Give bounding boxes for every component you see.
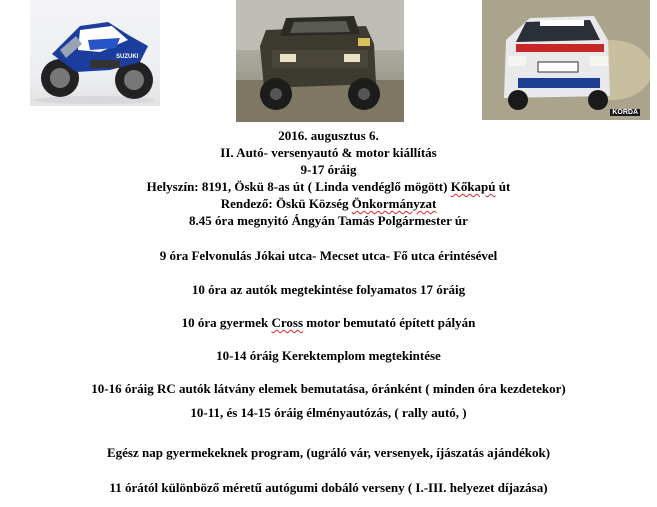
event-date: 2016. augusztus 6. xyxy=(278,128,379,143)
program-item: 9 óra Felvonulás Jókai utca- Mecset utca- Fő utca érintésével xyxy=(159,248,498,263)
organizer-name: Önkormányzat xyxy=(351,196,437,211)
organizer-prefix: Rendező: Öskü Község xyxy=(220,196,352,211)
location-prefix: Helyszín: 8191, Öskü 8-as út ( Linda vendéglő mögött) xyxy=(146,179,451,194)
event-location xyxy=(0,179,657,195)
motorcycle-image xyxy=(30,0,160,106)
sponsor-label: KORDA xyxy=(612,109,638,116)
event-title: II. Autó- versenyautó & motor kiállítás xyxy=(220,145,437,160)
rally-car-image xyxy=(482,0,650,120)
program-item: 10-16 óráig RC autók látvány elemek bemutatása, óránként ( minden óra kezdetekor) xyxy=(91,381,566,396)
cross-word: Cross xyxy=(271,315,304,330)
svg-text:SUZUKI: SUZUKI xyxy=(116,54,139,60)
offroad-jeep-photo xyxy=(236,0,404,122)
program-item: Egész nap gyermekeknek program, (ugráló vár, versenyek, íjászatás ajándékok) xyxy=(106,445,551,460)
event-opening: 8.45 óra megnyitó Ángyán Tamás Polgármester úr xyxy=(189,213,468,228)
program-item: 10-14 óráig Kerektemplom megtekintése xyxy=(216,348,441,363)
event-organizer xyxy=(0,196,657,212)
motorcycle-photo xyxy=(30,0,160,106)
program-item: 11 órától különböző méretű autógumi dobáló verseny ( I.-III. helyezet díjazása) xyxy=(109,480,548,495)
location-place: Kőkapú xyxy=(450,179,496,194)
program-item: 10 óra az autók megtekintése folyamatos 17 óráig xyxy=(191,282,466,297)
jeep-image xyxy=(236,0,404,122)
program-item: 10-11, és 14-15 óráig élményautózás, ( rally autó, ) xyxy=(190,405,467,420)
rally-car-photo xyxy=(482,0,650,120)
event-hours: 9-17 óráig xyxy=(300,162,357,177)
program-item-cross xyxy=(0,315,657,331)
location-suffix: út xyxy=(495,179,511,194)
cross-suffix: motor bemutató épített pályán xyxy=(303,315,476,330)
cross-prefix: 10 óra gyermek xyxy=(181,315,272,330)
